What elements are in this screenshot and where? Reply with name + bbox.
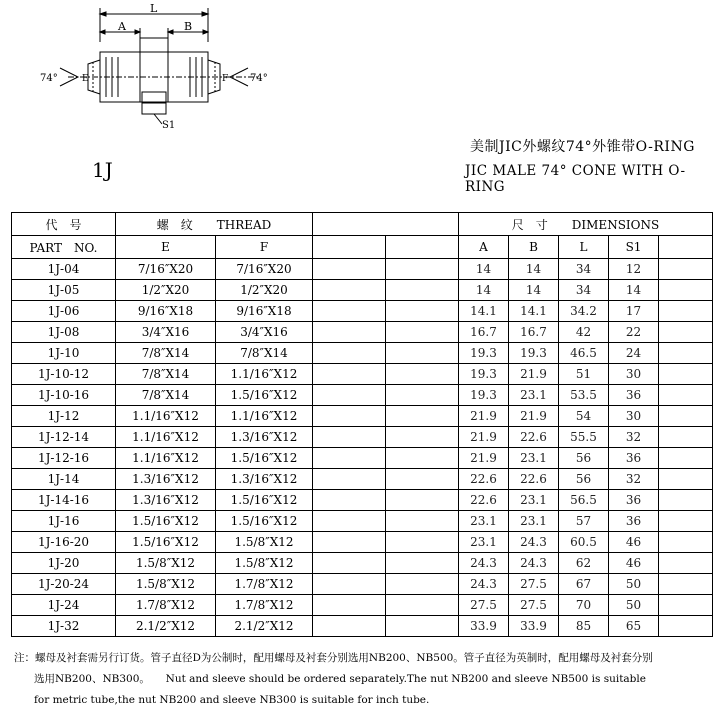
header-f: F (216, 236, 313, 259)
cell-empty (386, 301, 459, 322)
label-f: F (222, 74, 229, 84)
cell-dim-l: 53.5 (559, 385, 609, 406)
cell-thread-e: 7/8″X14 (116, 385, 216, 406)
cell-thread-f: 1.5/16″X12 (216, 448, 313, 469)
cell-empty (659, 448, 713, 469)
cell-dim-l: 56 (559, 448, 609, 469)
cell-part-no: 1J-12-14 (12, 427, 116, 448)
cell-empty (386, 385, 459, 406)
cell-dim-b: 23.1 (509, 385, 559, 406)
cell-part-no: 1J-10-16 (12, 385, 116, 406)
cell-dim-l: 85 (559, 616, 609, 637)
cell-dim-s1: 50 (609, 574, 659, 595)
cell-empty (386, 532, 459, 553)
label-l: L (150, 2, 158, 15)
label-b: B (184, 20, 193, 33)
cell-dim-l: 34 (559, 259, 609, 280)
table-row (12, 595, 713, 616)
cell-dim-b: 23.1 (509, 490, 559, 511)
table-row (12, 301, 713, 322)
cell-dim-l: 51 (559, 364, 609, 385)
cell-dim-b: 16.7 (509, 322, 559, 343)
cell-thread-e: 2.1/2″X12 (116, 616, 216, 637)
table-row (12, 385, 713, 406)
label-e: E (82, 74, 89, 84)
table-row (12, 448, 713, 469)
cell-dim-b: 14 (509, 259, 559, 280)
cell-empty (313, 532, 386, 553)
cell-empty (386, 574, 459, 595)
cell-dim-b: 24.3 (509, 532, 559, 553)
cell-part-no: 1J-16 (12, 511, 116, 532)
cell-thread-e: 1.5/8″X12 (116, 574, 216, 595)
cell-thread-e: 1.1/16″X12 (116, 448, 216, 469)
cell-empty (659, 553, 713, 574)
header-dimensions: 尺 寸 DIMENSIONS (459, 213, 713, 236)
cell-thread-e: 7/16″X20 (116, 259, 216, 280)
cell-empty (386, 511, 459, 532)
cell-dim-l: 67 (559, 574, 609, 595)
cell-thread-f: 1.5/8″X12 (216, 532, 313, 553)
cell-thread-e: 1.5/16″X12 (116, 532, 216, 553)
cell-part-no: 1J-04 (12, 259, 116, 280)
table-row (12, 364, 713, 385)
cell-dim-b: 14 (509, 280, 559, 301)
cell-empty (659, 427, 713, 448)
cell-dim-l: 56 (559, 469, 609, 490)
cell-empty (313, 427, 386, 448)
table-row (12, 616, 713, 637)
cell-dim-b: 23.1 (509, 448, 559, 469)
label-angle-right: 74° (250, 73, 268, 84)
table-row (12, 532, 713, 553)
cell-empty (386, 553, 459, 574)
table-row (12, 574, 713, 595)
cell-thread-e: 3/4″X16 (116, 322, 216, 343)
cell-part-no: 1J-24 (12, 595, 116, 616)
cell-empty (313, 343, 386, 364)
cell-dim-a: 33.9 (459, 616, 509, 637)
cell-empty (659, 364, 713, 385)
cell-dim-a: 14 (459, 259, 509, 280)
cell-dim-a: 14 (459, 280, 509, 301)
cell-dim-b: 23.1 (509, 511, 559, 532)
cell-thread-e: 1.7/8″X12 (116, 595, 216, 616)
cell-empty (659, 385, 713, 406)
header-empty-2 (386, 236, 459, 259)
header-e: E (116, 236, 216, 259)
cell-dim-s1: 36 (609, 490, 659, 511)
cell-thread-e: 9/16″X18 (116, 301, 216, 322)
cell-dim-s1: 32 (609, 427, 659, 448)
table-row (12, 343, 713, 364)
cell-dim-b: 33.9 (509, 616, 559, 637)
cell-thread-e: 1.1/16″X12 (116, 406, 216, 427)
cell-empty (659, 259, 713, 280)
cell-empty (659, 301, 713, 322)
cell-thread-f: 1.7/8″X12 (216, 595, 313, 616)
table-row (12, 511, 713, 532)
cell-dim-a: 24.3 (459, 574, 509, 595)
cell-dim-b: 24.3 (509, 553, 559, 574)
header-s1: S1 (609, 236, 659, 259)
cell-empty (659, 406, 713, 427)
cell-dim-s1: 32 (609, 469, 659, 490)
cell-dim-b: 27.5 (509, 595, 559, 616)
cell-empty (313, 364, 386, 385)
cell-thread-f: 1.1/16″X12 (216, 406, 313, 427)
title-chinese: 美制JIC外螺纹74°外锥带O-RING (470, 139, 695, 155)
cell-dim-s1: 46 (609, 553, 659, 574)
table-row (12, 427, 713, 448)
cell-dim-a: 21.9 (459, 406, 509, 427)
cell-empty (659, 595, 713, 616)
cell-part-no: 1J-06 (12, 301, 116, 322)
cell-thread-f: 1.3/16″X12 (216, 427, 313, 448)
header-blank (313, 213, 459, 236)
cell-dim-a: 22.6 (459, 469, 509, 490)
cell-thread-e: 1.3/16″X12 (116, 469, 216, 490)
cell-empty (659, 322, 713, 343)
cell-dim-l: 46.5 (559, 343, 609, 364)
cell-dim-l: 60.5 (559, 532, 609, 553)
header-empty-1 (313, 236, 386, 259)
note-line-1: 注：螺母及衬套需另行订货。管子直径D为公制时，配用螺母及衬套分别选用NB200、NB500。管子直径为英制时，配用螺母及衬套分别 (14, 652, 653, 664)
cell-empty (313, 406, 386, 427)
header-empty-3 (659, 236, 713, 259)
cell-thread-f: 1.5/8″X12 (216, 553, 313, 574)
cell-dim-b: 27.5 (509, 574, 559, 595)
cell-empty (313, 259, 386, 280)
cell-part-no: 1J-10 (12, 343, 116, 364)
cell-thread-e: 1/2″X20 (116, 280, 216, 301)
cell-part-no: 1J-10-12 (12, 364, 116, 385)
cell-empty (386, 259, 459, 280)
table-header-row-2 (12, 236, 713, 259)
table-row (12, 406, 713, 427)
cell-empty (659, 343, 713, 364)
cell-empty (659, 469, 713, 490)
cell-dim-s1: 50 (609, 595, 659, 616)
cell-dim-s1: 30 (609, 364, 659, 385)
cell-part-no: 1J-12-16 (12, 448, 116, 469)
cell-empty (313, 595, 386, 616)
cell-thread-f: 7/8″X14 (216, 343, 313, 364)
cell-dim-b: 14.1 (509, 301, 559, 322)
cell-dim-a: 16.7 (459, 322, 509, 343)
cell-thread-f: 1/2″X20 (216, 280, 313, 301)
header-l: L (559, 236, 609, 259)
cell-thread-f: 7/16″X20 (216, 259, 313, 280)
cell-dim-s1: 36 (609, 511, 659, 532)
table-row (12, 490, 713, 511)
note (14, 648, 714, 711)
header-b: B (509, 236, 559, 259)
fitting-drawing (38, 2, 288, 137)
cell-empty (659, 280, 713, 301)
cell-empty (386, 322, 459, 343)
cell-dim-a: 23.1 (459, 532, 509, 553)
cell-dim-a: 19.3 (459, 385, 509, 406)
label-a: A (118, 20, 126, 33)
cell-thread-e: 7/8″X14 (116, 343, 216, 364)
cell-thread-f: 3/4″X16 (216, 322, 313, 343)
cell-empty (386, 490, 459, 511)
cell-dim-a: 14.1 (459, 301, 509, 322)
cell-empty (313, 469, 386, 490)
cell-thread-f: 1.5/16″X12 (216, 511, 313, 532)
cell-empty (386, 616, 459, 637)
cell-empty (313, 301, 386, 322)
cell-dim-l: 57 (559, 511, 609, 532)
cell-dim-l: 54 (559, 406, 609, 427)
header-code-cn: 代 号 (12, 213, 116, 236)
cell-dim-s1: 17 (609, 301, 659, 322)
cell-empty (659, 574, 713, 595)
cell-thread-e: 7/8″X14 (116, 364, 216, 385)
cell-empty (386, 406, 459, 427)
model-label: 1J (92, 158, 113, 182)
cell-thread-e: 1.3/16″X12 (116, 490, 216, 511)
cell-dim-l: 34 (559, 280, 609, 301)
cell-dim-s1: 30 (609, 406, 659, 427)
cell-dim-s1: 36 (609, 448, 659, 469)
cell-dim-a: 27.5 (459, 595, 509, 616)
cell-thread-f: 1.5/16″X12 (216, 385, 313, 406)
cell-empty (313, 322, 386, 343)
cell-dim-s1: 22 (609, 322, 659, 343)
cell-empty (386, 595, 459, 616)
cell-empty (659, 490, 713, 511)
cell-part-no: 1J-20 (12, 553, 116, 574)
cell-thread-f: 9/16″X18 (216, 301, 313, 322)
cell-dim-b: 22.6 (509, 427, 559, 448)
table-header-row-1 (12, 213, 713, 236)
cell-empty (386, 280, 459, 301)
cell-thread-f: 1.5/16″X12 (216, 490, 313, 511)
cell-empty (386, 364, 459, 385)
cell-empty (313, 574, 386, 595)
header-part-no: PART NO. (12, 236, 116, 259)
cell-empty (386, 469, 459, 490)
cell-empty (313, 616, 386, 637)
cell-dim-l: 62 (559, 553, 609, 574)
table-row (12, 280, 713, 301)
note-line-3: for metric tube,the nut NB200 and sleeve NB300 is suitable for inch tube. (34, 694, 430, 706)
header-a: A (459, 236, 509, 259)
cell-empty (313, 511, 386, 532)
cell-empty (659, 616, 713, 637)
cell-empty (386, 448, 459, 469)
title-english: JIC MALE 74° CONE WITH O-RING (465, 163, 686, 195)
note-line-2: 选用NB200、NB300。 Nut and sleeve should be ordered separately.The nut NB200 and sleeve NB500 is suitable (34, 673, 646, 685)
cell-dim-l: 55.5 (559, 427, 609, 448)
cell-dim-s1: 14 (609, 280, 659, 301)
cell-empty (313, 553, 386, 574)
cell-empty (313, 385, 386, 406)
cell-dim-b: 21.9 (509, 364, 559, 385)
table-row (12, 259, 713, 280)
cell-dim-a: 21.9 (459, 448, 509, 469)
cell-empty (386, 343, 459, 364)
cell-dim-a: 21.9 (459, 427, 509, 448)
cell-part-no: 1J-08 (12, 322, 116, 343)
cell-part-no: 1J-12 (12, 406, 116, 427)
cell-dim-s1: 46 (609, 532, 659, 553)
cell-empty (659, 532, 713, 553)
cell-dim-b: 22.6 (509, 469, 559, 490)
cell-thread-e: 1.5/16″X12 (116, 511, 216, 532)
cell-empty (659, 511, 713, 532)
cell-part-no: 1J-32 (12, 616, 116, 637)
cell-dim-l: 56.5 (559, 490, 609, 511)
cell-empty (386, 427, 459, 448)
cell-thread-f: 1.7/8″X12 (216, 574, 313, 595)
cell-dim-s1: 12 (609, 259, 659, 280)
cell-thread-f: 1.1/16″X12 (216, 364, 313, 385)
cell-empty (313, 448, 386, 469)
cell-part-no: 1J-14 (12, 469, 116, 490)
cell-dim-a: 19.3 (459, 364, 509, 385)
cell-dim-s1: 36 (609, 385, 659, 406)
cell-dim-a: 23.1 (459, 511, 509, 532)
cell-empty (313, 490, 386, 511)
cell-dim-a: 19.3 (459, 343, 509, 364)
cell-dim-a: 24.3 (459, 553, 509, 574)
cell-thread-f: 2.1/2″X12 (216, 616, 313, 637)
label-s1: S1 (162, 120, 176, 131)
table-row (12, 553, 713, 574)
cell-dim-l: 34.2 (559, 301, 609, 322)
cell-part-no: 1J-05 (12, 280, 116, 301)
cell-empty (313, 280, 386, 301)
cell-dim-l: 70 (559, 595, 609, 616)
cell-dim-s1: 24 (609, 343, 659, 364)
cell-dim-a: 22.6 (459, 490, 509, 511)
table-row (12, 469, 713, 490)
cell-thread-e: 1.1/16″X12 (116, 427, 216, 448)
cell-part-no: 1J-16-20 (12, 532, 116, 553)
cell-dim-b: 21.9 (509, 406, 559, 427)
spec-table (11, 212, 713, 637)
label-angle-left: 74° (40, 73, 58, 84)
cell-thread-e: 1.5/8″X12 (116, 553, 216, 574)
cell-dim-b: 19.3 (509, 343, 559, 364)
cell-part-no: 1J-14-16 (12, 490, 116, 511)
cell-part-no: 1J-20-24 (12, 574, 116, 595)
header-thread: 螺 纹 THREAD (116, 213, 313, 236)
cell-dim-l: 42 (559, 322, 609, 343)
table-row (12, 322, 713, 343)
cell-dim-s1: 65 (609, 616, 659, 637)
cell-thread-f: 1.3/16″X12 (216, 469, 313, 490)
